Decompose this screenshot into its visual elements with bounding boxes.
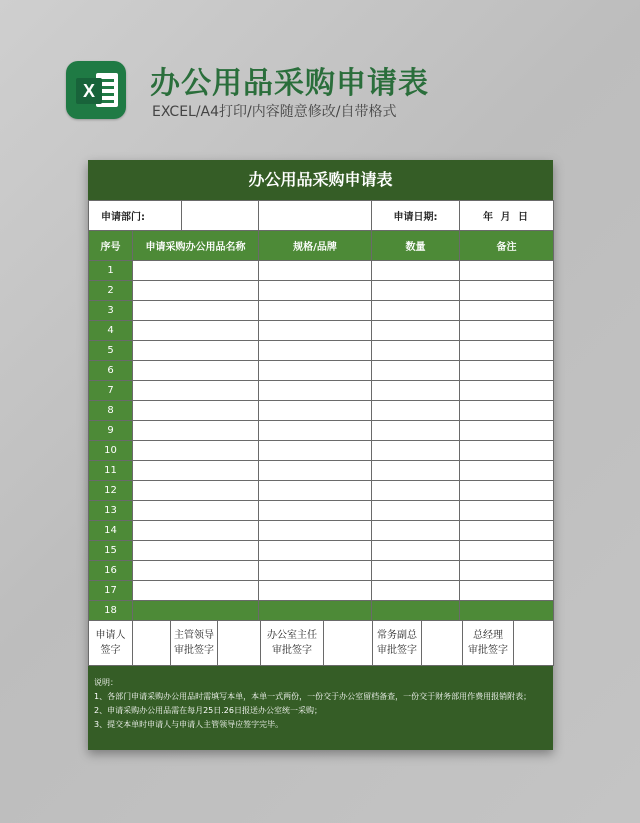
quantity-cell[interactable] <box>372 421 460 441</box>
signature-row <box>89 621 554 666</box>
row-number: 13 <box>89 501 133 521</box>
remark-cell[interactable] <box>460 461 554 481</box>
table-row <box>89 481 554 501</box>
item-name-cell[interactable] <box>133 281 259 301</box>
item-name-cell[interactable] <box>133 561 259 581</box>
sign-label-gm: 总经理 审批签字 <box>463 621 514 665</box>
quantity-cell[interactable] <box>372 541 460 561</box>
spec-cell[interactable] <box>259 541 372 561</box>
sign-label-supervisor: 主管领导 审批签字 <box>171 621 218 665</box>
remark-cell[interactable] <box>460 501 554 521</box>
row-number: 18 <box>89 601 133 621</box>
remark-cell[interactable] <box>460 561 554 581</box>
quantity-cell[interactable] <box>372 261 460 281</box>
row-number: 15 <box>89 541 133 561</box>
spec-cell[interactable] <box>259 461 372 481</box>
row-number: 3 <box>89 301 133 321</box>
dept-input[interactable] <box>181 201 258 230</box>
spec-cell[interactable] <box>259 561 372 581</box>
row-number: 4 <box>89 321 133 341</box>
remark-cell[interactable] <box>460 521 554 541</box>
sign-field-applicant[interactable] <box>133 621 171 665</box>
sign-label-office-director: 办公室主任 审批签字 <box>261 621 324 665</box>
table-row <box>89 501 554 521</box>
remark-cell[interactable] <box>460 481 554 501</box>
table-row <box>89 601 554 621</box>
dept-input-ext[interactable] <box>259 201 372 231</box>
spec-cell[interactable] <box>259 601 372 621</box>
sign-label-applicant: 申请人 签字 <box>89 621 133 665</box>
row-number: 9 <box>89 421 133 441</box>
spec-cell[interactable] <box>259 581 372 601</box>
notes-section <box>88 666 553 750</box>
table-row <box>89 541 554 561</box>
item-name-cell[interactable] <box>133 401 259 421</box>
remark-cell[interactable] <box>460 281 554 301</box>
sign-field-supervisor[interactable] <box>218 621 261 665</box>
quantity-cell[interactable] <box>372 561 460 581</box>
col-header-quantity: 数量 <box>372 231 460 261</box>
spec-cell[interactable] <box>259 381 372 401</box>
page-subtitle: EXCEL/A4打印/内容随意修改/自带格式 <box>152 104 397 120</box>
dept-label: 申请部门: <box>101 212 145 223</box>
spec-cell[interactable] <box>259 261 372 281</box>
spec-cell[interactable] <box>259 361 372 381</box>
row-number: 17 <box>89 581 133 601</box>
item-rows <box>89 261 554 621</box>
table-row <box>89 341 554 361</box>
spec-cell[interactable] <box>259 281 372 301</box>
remark-cell[interactable] <box>460 581 554 601</box>
note-item: 1、各部门申请采购办公用品时需填写本单，本单一式两份，一份交于办公室留档备查，一份交于财务部用作费用报销附表； <box>94 692 532 701</box>
row-number: 16 <box>89 561 133 581</box>
quantity-cell[interactable] <box>372 601 460 621</box>
remark-cell[interactable] <box>460 541 554 561</box>
remark-cell[interactable] <box>460 301 554 321</box>
table-row <box>89 441 554 461</box>
item-name-cell[interactable] <box>133 541 259 561</box>
table-row <box>89 421 554 441</box>
table-row <box>89 401 554 421</box>
row-number: 14 <box>89 521 133 541</box>
item-name-cell[interactable] <box>133 481 259 501</box>
row-number: 12 <box>89 481 133 501</box>
note-item: 2、申请采购办公用品需在每月25日.26日报送办公室统一采购； <box>94 706 322 715</box>
spec-cell[interactable] <box>259 441 372 461</box>
item-name-cell[interactable] <box>133 381 259 401</box>
excel-x-letter: X <box>76 78 102 104</box>
item-name-cell[interactable] <box>133 461 259 481</box>
item-name-cell[interactable] <box>133 521 259 541</box>
item-name-cell[interactable] <box>133 261 259 281</box>
spec-cell[interactable] <box>259 301 372 321</box>
page-title: 办公用品采购申请表 <box>150 66 429 101</box>
remark-cell[interactable] <box>460 261 554 281</box>
date-input[interactable]: 年 月 日 <box>460 201 554 231</box>
quantity-cell[interactable] <box>372 341 460 361</box>
table-row <box>89 321 554 341</box>
item-name-cell[interactable] <box>133 341 259 361</box>
info-row <box>89 201 554 231</box>
remark-cell[interactable] <box>460 601 554 621</box>
quantity-cell[interactable] <box>372 521 460 541</box>
quantity-cell[interactable] <box>372 581 460 601</box>
sign-field-vp[interactable] <box>422 621 463 665</box>
row-number: 10 <box>89 441 133 461</box>
row-number: 6 <box>89 361 133 381</box>
quantity-cell[interactable] <box>372 461 460 481</box>
spec-cell[interactable] <box>259 341 372 361</box>
spec-cell[interactable] <box>259 501 372 521</box>
quantity-cell[interactable] <box>372 401 460 421</box>
item-name-cell[interactable] <box>133 321 259 341</box>
quantity-cell[interactable] <box>372 361 460 381</box>
col-header-remark: 备注 <box>460 231 554 261</box>
col-header-spec: 规格/品牌 <box>259 231 372 261</box>
quantity-cell[interactable] <box>372 301 460 321</box>
col-header-index: 序号 <box>89 231 133 261</box>
row-number: 2 <box>89 281 133 301</box>
spec-cell[interactable] <box>259 481 372 501</box>
row-number: 5 <box>89 341 133 361</box>
quantity-cell[interactable] <box>372 381 460 401</box>
form-title: 办公用品采购申请表 <box>88 160 553 200</box>
form-sheet <box>88 160 553 750</box>
table-row <box>89 521 554 541</box>
form-table <box>88 200 554 666</box>
note-item: 3、提交本单时申请人与申请人主管领导应签字完毕。 <box>94 720 284 729</box>
quantity-cell[interactable] <box>372 441 460 461</box>
quantity-cell[interactable] <box>372 321 460 341</box>
row-number: 7 <box>89 381 133 401</box>
item-name-cell[interactable] <box>133 301 259 321</box>
item-name-cell[interactable] <box>133 501 259 521</box>
item-name-cell[interactable] <box>133 581 259 601</box>
remark-cell[interactable] <box>460 401 554 421</box>
sign-label-vp: 常务副总 审批签字 <box>373 621 422 665</box>
remark-cell[interactable] <box>460 341 554 361</box>
table-row <box>89 581 554 601</box>
row-number: 11 <box>89 461 133 481</box>
table-row <box>89 381 554 401</box>
spec-cell[interactable] <box>259 521 372 541</box>
col-header-item-name: 申请采购办公用品名称 <box>133 231 259 261</box>
item-name-cell[interactable] <box>133 601 259 621</box>
quantity-cell[interactable] <box>372 481 460 501</box>
notes-title: 说明： <box>94 678 118 687</box>
table-row <box>89 561 554 581</box>
date-label: 申请日期: <box>372 201 460 231</box>
row-number: 1 <box>89 261 133 281</box>
table-row <box>89 461 554 481</box>
remark-cell[interactable] <box>460 441 554 461</box>
table-row <box>89 281 554 301</box>
table-row <box>89 301 554 321</box>
quantity-cell[interactable] <box>372 281 460 301</box>
excel-icon <box>66 61 126 119</box>
remark-cell[interactable] <box>460 381 554 401</box>
remark-cell[interactable] <box>460 421 554 441</box>
spec-cell[interactable] <box>259 421 372 441</box>
quantity-cell[interactable] <box>372 501 460 521</box>
item-name-cell[interactable] <box>133 421 259 441</box>
spec-cell[interactable] <box>259 401 372 421</box>
remark-cell[interactable] <box>460 361 554 381</box>
remark-cell[interactable] <box>460 321 554 341</box>
spec-cell[interactable] <box>259 321 372 341</box>
sign-field-office-director[interactable] <box>324 621 373 665</box>
table-row <box>89 261 554 281</box>
sign-field-gm[interactable] <box>514 621 553 665</box>
column-header-row <box>89 231 554 261</box>
row-number: 8 <box>89 401 133 421</box>
table-row <box>89 361 554 381</box>
item-name-cell[interactable] <box>133 361 259 381</box>
item-name-cell[interactable] <box>133 441 259 461</box>
